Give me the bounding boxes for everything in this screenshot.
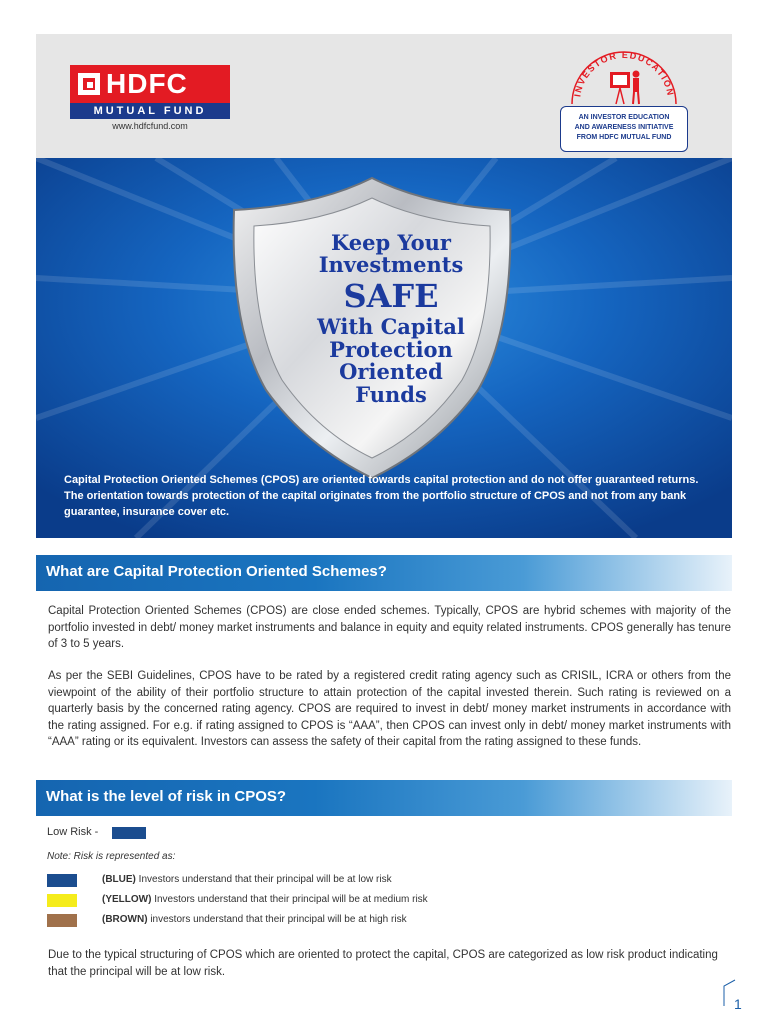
section-title-cpos: What are Capital Protection Oriented Schemes? <box>46 563 387 580</box>
badge-arc-text: INVESTOR EDUCATION <box>572 49 676 98</box>
section-title-risk: What is the level of risk in CPOS? <box>46 788 287 805</box>
legend-swatch-brown <box>47 914 77 927</box>
legend-swatch-yellow <box>47 894 77 907</box>
hdfc-logo <box>70 65 230 103</box>
risk-note: Note: Risk is represented as: <box>47 851 176 862</box>
headline-line-6: Oriented <box>339 359 443 384</box>
legend-text-yellow: (YELLOW) Investors understand that their principal will be at medium risk <box>102 894 428 905</box>
headline-line-2: Investments <box>318 252 464 277</box>
shield-headline <box>241 232 541 406</box>
page-number: 1 <box>734 996 742 1012</box>
hdfc-logo-mark-icon <box>78 73 100 95</box>
badge-caption-box <box>560 106 688 152</box>
risk-closing-paragraph: Due to the typical structuring of CPOS which are oriented to protect the capital, CPOS are categorized as low risk product indicating that the principal will be at low risk. <box>48 949 718 978</box>
risk-level-swatch <box>112 827 146 839</box>
hero-banner <box>36 158 732 538</box>
cpos-paragraph-2: As per the SEBI Guidelines, CPOS have to be rated by a registered credit rating agency such as CRISIL, ICRA or others from the viewpoint of the ability of their portfolio structure to attain protection of the capital invested therein. Such rating is reviewed on a quarterly basis by the concerned rating agency. CPOS are required to invest in debt/ money market instruments in accordance with the rating assigned. For e.g. if rating assigned to CPOS is “AAA”, then CPOS can invest only in debt/ money market instruments with “AAA” rating or its equivalent. Investors can assess the safety of their capital from the rating assigned to these funds. <box>48 670 731 748</box>
logo-name: HDFC <box>106 68 188 99</box>
badge-line-3: FROM HDFC MUTUAL FUND <box>576 134 672 141</box>
badge-line-1: AN INVESTOR EDUCATION <box>578 114 670 121</box>
header <box>36 34 732 158</box>
legend-text-brown: (BROWN) investors understand that their principal will be at high risk <box>102 914 407 925</box>
legend-row-blue <box>47 874 687 888</box>
investor-education-emblem-icon <box>558 44 690 114</box>
headline-line-1: Keep Your <box>330 230 451 255</box>
headline-line-4: With Capital <box>317 314 465 339</box>
legend-text-blue: (BLUE) Investors understand that their principal will be at low risk <box>102 874 392 885</box>
section-heading-risk <box>36 780 732 816</box>
logo-subtitle: MUTUAL FUND <box>70 103 230 119</box>
cpos-paragraph-1: Capital Protection Oriented Schemes (CPOS) are close ended schemes. Typically, CPOS are hybrid schemes with majority of the portfolio invested in debt/ money market instruments and balance in equity and equity related instruments. CPOS generally has tenure of 3 to 5 years. <box>48 605 731 650</box>
page <box>36 34 742 1024</box>
badge-line-2: AND AWARENESS INITIATIVE <box>574 124 674 131</box>
headline-line-5: Protection <box>329 336 453 362</box>
website-url: www.hdfcfund.com <box>112 121 188 131</box>
section-heading-cpos <box>36 555 732 591</box>
legend-row-yellow <box>47 894 687 908</box>
legend-row-brown <box>47 914 687 928</box>
hero-disclaimer: Capital Protection Oriented Schemes (CPOS) are oriented towards capital protection and do not offer guaranteed returns. The orientation towards protection of the capital originates from the portfolio structure of CPOS and not from any bank guarantee, insurance cover etc. <box>64 474 699 518</box>
headline-line-7: Funds <box>355 381 427 407</box>
investor-education-badge <box>558 44 690 152</box>
risk-level-label: Low Risk - <box>47 826 99 838</box>
headline-safe: SAFE <box>343 277 439 315</box>
legend-swatch-blue <box>47 874 77 887</box>
